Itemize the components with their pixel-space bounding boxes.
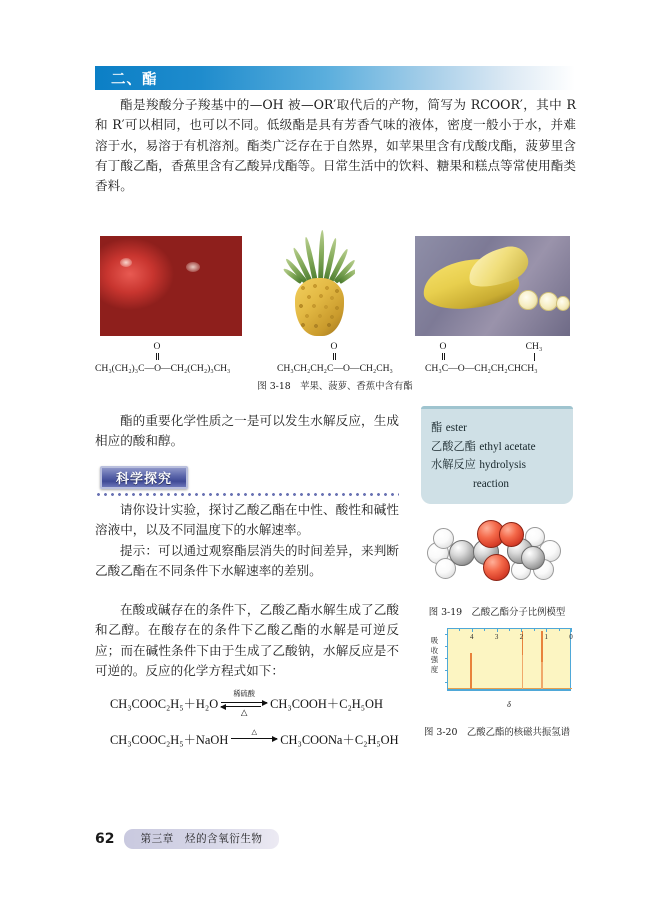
vocab-zh: 水解反应: [431, 458, 476, 471]
arrow-forward-icon: [231, 738, 277, 739]
nmr-y-axis-label: 吸 收 强 度: [430, 636, 439, 674]
nmr-peak-shoulder: [541, 662, 543, 689]
intro-paragraph: 酯是羧酸分子羧基中的—OH 被—OR′取代后的产物，简写为 RCOOR′，其中 R 和 R′可以相同，也可以不同。低级酯是具有芳香气味的液体，密度一般小于水，并难溶于水，易溶于有机溶剂。酯类广泛存在于自然界，如苹果里含有戊酸戊酯，菠萝里含有丁酸乙酯，香蕉里含有乙酸异戊酯等。日常生活中的饮料、糖果和糕点等常使用酯类香料。: [95, 97, 576, 194]
vocab-zh: 酯: [431, 421, 443, 434]
double-bond-icon: [442, 353, 445, 360]
vocab-item-hydrolysis: [431, 456, 573, 475]
eq1-condition-below: △: [240, 708, 248, 717]
fig318-caption-wrap: [95, 378, 575, 392]
nmr-peak-shoulder: [522, 655, 524, 689]
nmr-xtick-label: 1: [544, 633, 548, 641]
dotted-divider: [95, 493, 399, 496]
inquiry-task-paragraph: 请你设计实验，探讨乙酸乙酯在中性、酸性和碱性溶液中，以及不同温度下的水解速率。: [95, 502, 399, 538]
structure3-left-chain: CH₃: [425, 363, 442, 374]
reversible-reaction-arrow-icon: [221, 690, 267, 716]
structure2-right-chain: CH₂CH₃: [359, 363, 393, 374]
carbon-atom: [521, 546, 545, 570]
carbonyl-oxygen-label: O: [153, 341, 161, 352]
vocab-item-ethyl-acetate: [431, 438, 573, 457]
nmr-xtick-label: 0: [569, 633, 573, 641]
nmr-x-axis-label: δ: [507, 700, 511, 709]
inquiry-badge-label: 科学探究: [115, 472, 172, 487]
nmr-plot-area: [447, 628, 571, 690]
pineapple-body: [295, 278, 344, 336]
inquiry-hint-paragraph: 提示：可以通过观察酯层消失的时间差异，来判断乙酸乙酯在不同条件下水解速率的差别。: [95, 543, 399, 579]
fig319-caption: 图 3-19 乙酸乙酯分子比例模型: [428, 607, 566, 618]
structure2-ester-oxygen: —O—: [333, 363, 360, 374]
ethyl-acetate-space-filling-model: [421, 518, 573, 594]
carbonyl-oxygen-label: O: [439, 341, 447, 352]
section-heading: 二、酯: [111, 71, 158, 88]
eq2-reactants: CH₃COOC₂H₅＋NaOH: [110, 733, 229, 747]
vocab-en: ester: [445, 422, 467, 434]
page-number: 62: [95, 831, 115, 847]
banana-slice: [518, 290, 538, 310]
inquiry-badge: [100, 466, 188, 489]
pineapple-leaves: [299, 228, 341, 282]
structure1-left-chain: CH₃(CH₂)₃: [95, 363, 139, 374]
vocab-item-ester: [431, 419, 573, 438]
fig318-caption: 图 3-18 苹果、菠萝、香蕉中含有酯: [257, 381, 413, 392]
eq1-condition-above: 稀硫酸: [233, 689, 255, 698]
nmr-xtick-label: 4: [470, 633, 474, 641]
nmr-baseline: [448, 688, 572, 689]
ester-structures-row: [95, 342, 575, 378]
oxygen-atom: [483, 554, 510, 581]
structure1-ester-oxygen: —O—: [144, 363, 171, 374]
structure-pentyl-pentanoate: [95, 342, 275, 376]
forward-reaction-arrow-icon: [231, 726, 277, 752]
fruit-photo-row: [95, 228, 575, 338]
apples-photo: [100, 236, 242, 336]
banana-photo: [415, 236, 570, 336]
double-bond-icon: [156, 353, 159, 360]
equation-acid-hydrolysis: [110, 690, 383, 716]
fig320-caption: 图 3-20 乙酸乙酯的核磁共振氢谱: [424, 727, 570, 738]
structure-isopentyl-acetate: [425, 342, 575, 376]
structure3-carbonyl-c: C: [441, 363, 449, 374]
pineapple-photo: [283, 228, 355, 338]
vocab-en: hydrolysis: [479, 459, 526, 471]
nmr-spectrum-chart: [421, 628, 573, 720]
vocabulary-box: [421, 406, 573, 504]
structure3-right-chain: CH₂CH₂CHCH₃: [474, 363, 538, 374]
structure3-ester-oxygen: —O—: [448, 363, 475, 374]
structure1-right-chain: CH₂(CH₂)₃CH₃: [170, 363, 231, 374]
acid-base-paragraph: 在酸或碱存在的条件下，乙酸乙酯水解生成了乙酸和乙醇。在酸存在的条件下乙酸乙酯的水解是可逆反应；而在碱性条件下由于生成了乙酸钠，水解反应是不可逆的。反应的化学方程式如下：: [95, 602, 399, 678]
eq2-condition-above: △: [251, 727, 258, 736]
carbonyl-oxygen-label: O: [330, 341, 338, 352]
eq2-products: CH₃COONa＋C₂H₅OH: [280, 733, 399, 747]
structure2-carbonyl-c: C: [327, 363, 334, 374]
double-bond-icon: [333, 353, 336, 360]
arrow-reverse-icon: [221, 706, 261, 707]
vocab-en: ethyl acetate: [479, 440, 536, 453]
vocab-zh: 乙酸乙酯: [431, 439, 476, 453]
arrow-forward-icon: [221, 702, 267, 703]
vocab-item-reaction-cont: [431, 475, 573, 494]
vocab-en: reaction: [473, 477, 510, 490]
eq1-reactants: CH₃COOC₂H₅＋H₂O: [110, 697, 219, 711]
structure2-left-chain: CH₃CH₂CH₂: [277, 363, 328, 374]
equation-base-hydrolysis: [110, 726, 399, 752]
nmr-xtick-label: 3: [494, 633, 499, 641]
carbon-atom: [449, 540, 475, 566]
page-footer: [95, 828, 395, 850]
eq1-products: CH₃COOH＋C₂H₅OH: [270, 697, 383, 711]
oxygen-atom: [499, 522, 524, 547]
structure3-branch-methyl: CH₃: [525, 341, 543, 352]
banana-peel: [464, 242, 533, 292]
single-bond-icon: [534, 353, 535, 361]
hydrolysis-paragraph: 酯的重要化学性质之一是可以发生水解反应，生成相应的酸和醇。: [95, 413, 399, 449]
chemical-equations: [100, 690, 400, 758]
structure-ethyl-butanoate: [277, 342, 427, 376]
nmr-peak: [470, 653, 472, 689]
structure1-carbonyl-c: C: [138, 363, 145, 374]
banana-slice: [556, 296, 570, 311]
chapter-title: 第三章 烃的含氧衍生物: [124, 829, 278, 849]
section-header-bar: [95, 66, 575, 90]
nmr-x-axis: [447, 690, 571, 691]
nmr-xtick-label: 2: [519, 633, 524, 641]
